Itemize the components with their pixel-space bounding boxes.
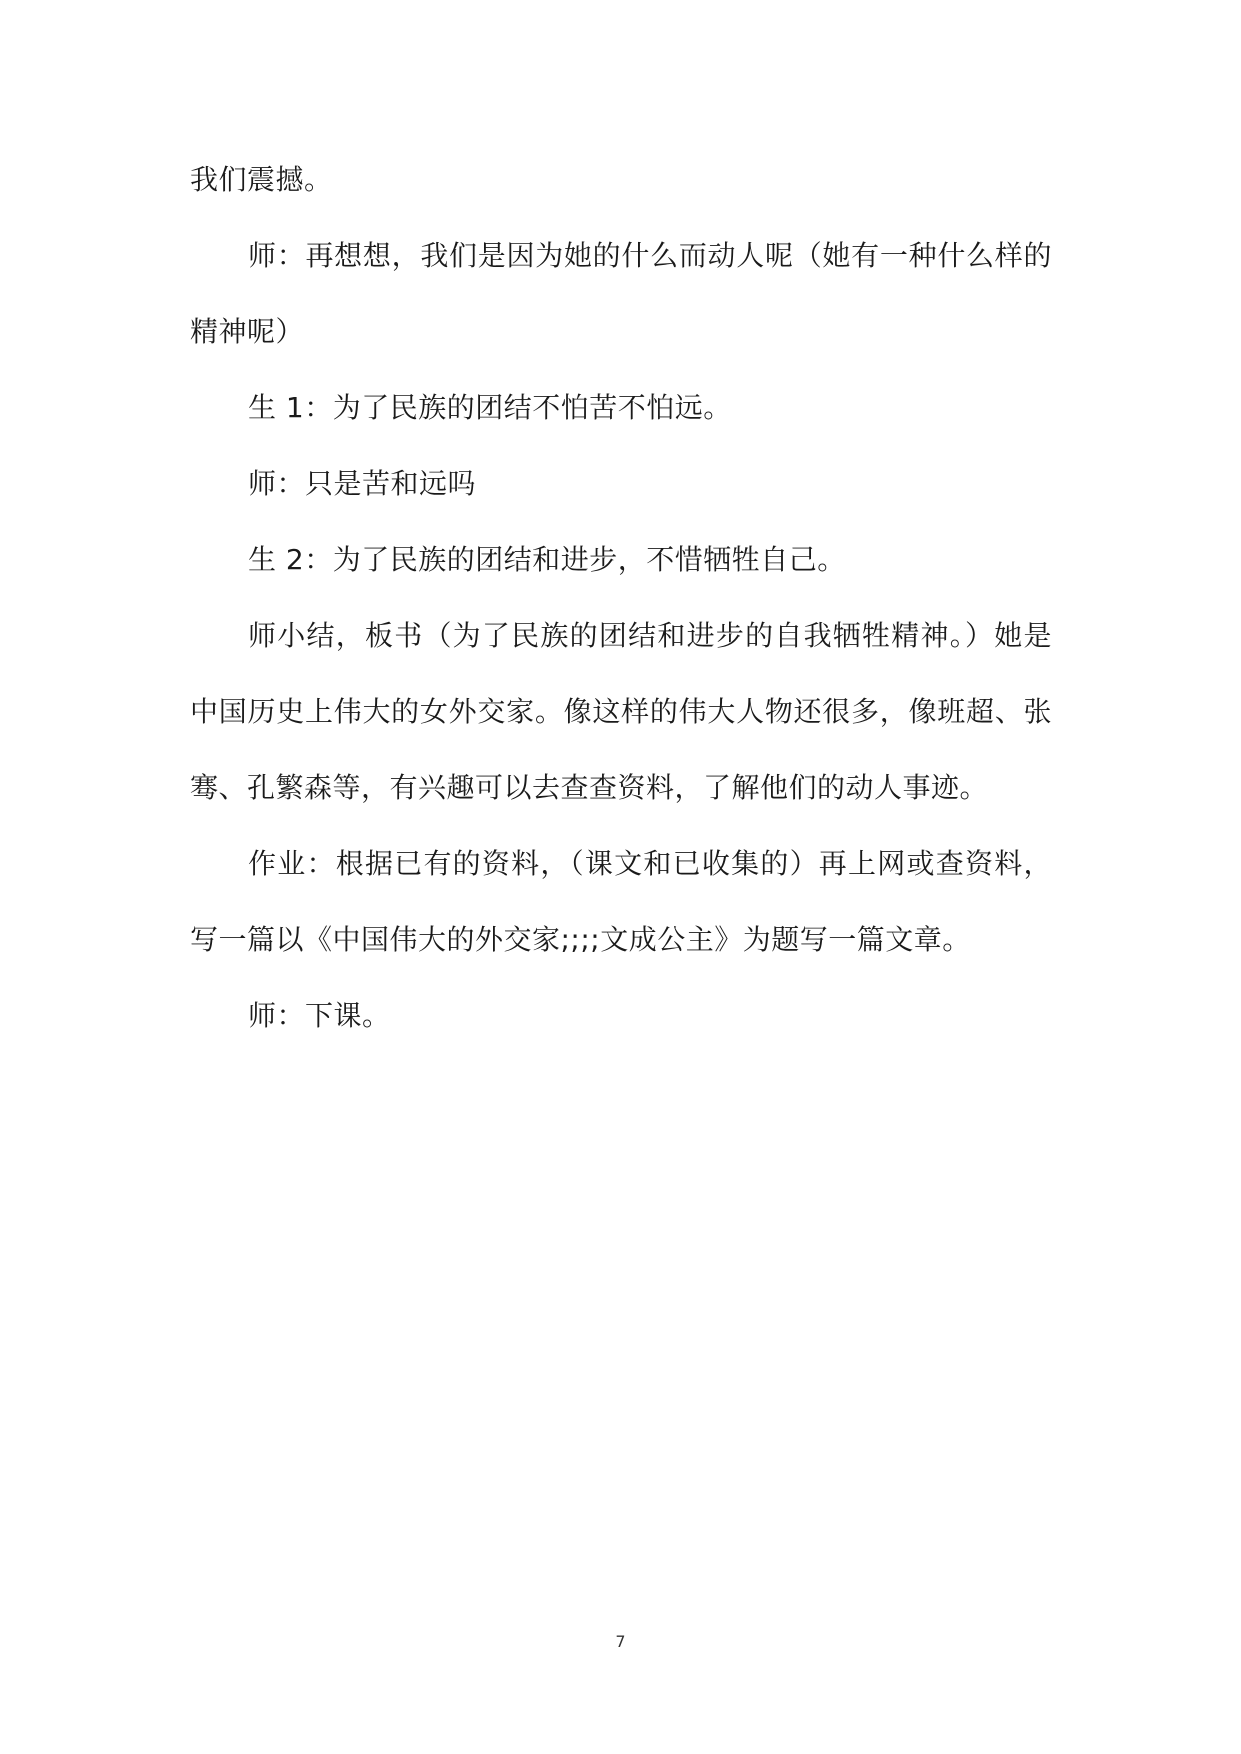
page-number: 7 (615, 1632, 626, 1651)
paragraph: 师小结，板书（为了民族的团结和进步的自我牺牲精神。）她是中国历史上伟大的女外交家。像这样的伟大人物还很多，像班超、张骞、孔繁森等，有兴趣可以去查查资料，了解他们的动人事迹。 (190, 619, 1052, 804)
paragraph: 师：只是苦和远吗 (248, 467, 477, 500)
paragraph: 师：再想想，我们是因为她的什么而动人呢（她有一种什么样的精神呢） (190, 239, 1052, 348)
paragraph: 师：下课。 (248, 999, 391, 1032)
paragraph: 生 1：为了民族的团结不怕苦不怕远。 (248, 391, 732, 424)
document-body (190, 142, 1052, 1054)
paragraph: 我们震撼。 (190, 163, 333, 196)
paragraph: 生 2：为了民族的团结和进步，不惜牺牲自己。 (248, 543, 846, 576)
paragraph: 作业：根据已有的资料，（课文和已收集的）再上网或查资料，写一篇以《中国伟大的外交家;;;;文成公主》为题写一篇文章。 (190, 847, 1052, 956)
